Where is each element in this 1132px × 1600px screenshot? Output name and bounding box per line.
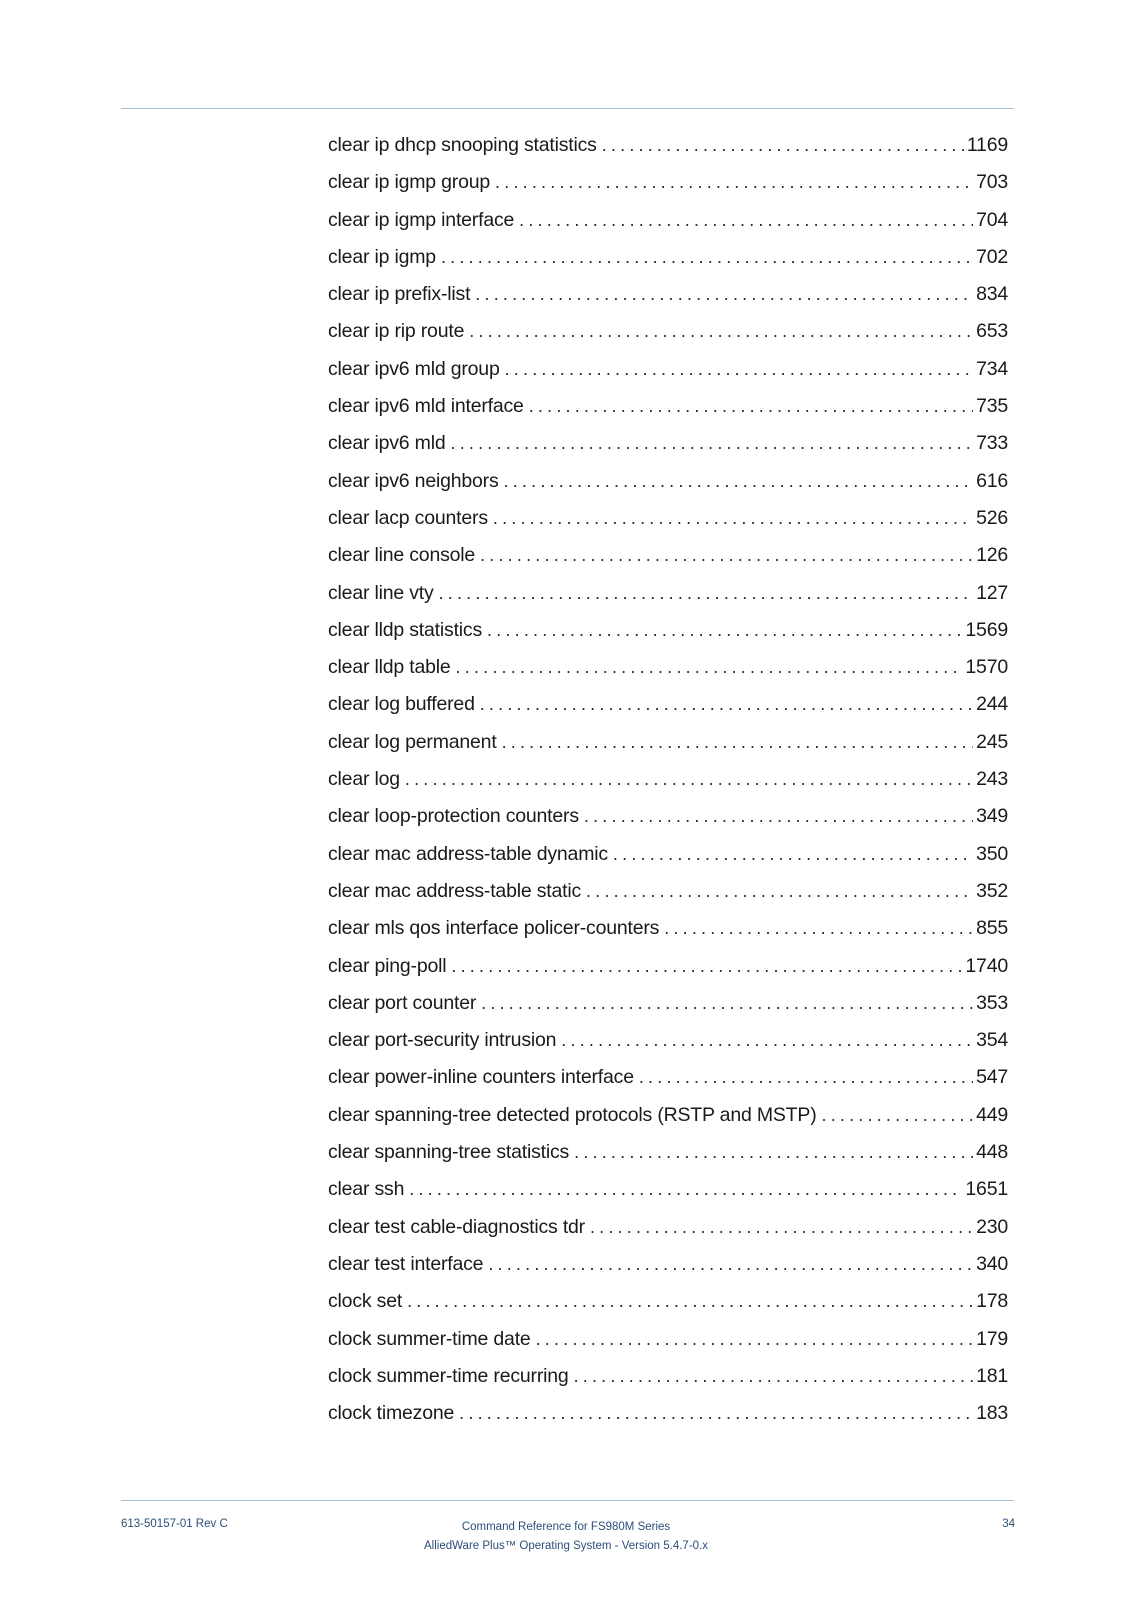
index-entry-title: clear ip igmp bbox=[328, 245, 436, 268]
index-entry-title: clear ssh bbox=[328, 1178, 405, 1201]
index-entry-title: clear log bbox=[328, 768, 400, 791]
index-entry[interactable] bbox=[328, 768, 1008, 805]
index-entry[interactable] bbox=[328, 955, 1008, 992]
index-entry[interactable] bbox=[328, 432, 1008, 469]
index-entry-page: 245 bbox=[976, 730, 1008, 753]
dot-leader bbox=[561, 1030, 973, 1051]
index-entry-page: 704 bbox=[976, 208, 1008, 231]
dot-leader bbox=[505, 359, 973, 380]
index-entry[interactable] bbox=[328, 619, 1008, 656]
index-entry-page: 703 bbox=[976, 171, 1008, 194]
index-entry[interactable] bbox=[328, 209, 1008, 246]
index-entry-title: clear ip prefix-list bbox=[328, 283, 471, 306]
dot-leader bbox=[639, 1067, 973, 1088]
dot-leader bbox=[441, 247, 973, 268]
dot-leader bbox=[664, 918, 973, 939]
index-entry-page: 1740 bbox=[965, 954, 1008, 977]
index-entry[interactable] bbox=[328, 1290, 1008, 1327]
index-entry-page: 127 bbox=[976, 581, 1008, 604]
index-entry-page: 449 bbox=[976, 1103, 1008, 1126]
dot-leader bbox=[480, 694, 973, 715]
index-entry[interactable] bbox=[328, 917, 1008, 954]
dot-leader bbox=[536, 1329, 973, 1350]
index-entry-page: 244 bbox=[976, 693, 1008, 716]
index-entry-page: 181 bbox=[976, 1364, 1008, 1387]
index-entry[interactable] bbox=[328, 992, 1008, 1029]
index-entry-title: clear mac address-table static bbox=[328, 879, 582, 902]
index-entry[interactable] bbox=[328, 1253, 1008, 1290]
index-entry-page: 126 bbox=[976, 544, 1008, 567]
dot-leader bbox=[584, 806, 973, 827]
footer-title-line1: Command Reference for FS980M Series bbox=[461, 1521, 671, 1533]
index-entry-page: 183 bbox=[976, 1402, 1008, 1425]
index-entry-page: 350 bbox=[976, 842, 1008, 865]
index-entry-page: 243 bbox=[976, 768, 1008, 791]
index-entry-page: 230 bbox=[976, 1215, 1008, 1238]
index-entry-page: 734 bbox=[976, 357, 1008, 380]
dot-leader bbox=[487, 620, 962, 641]
index-entry[interactable] bbox=[328, 320, 1008, 357]
index-entry-title: clear ip rip route bbox=[328, 320, 465, 343]
index-entry-title: clock summer-time date bbox=[328, 1327, 531, 1350]
dot-leader bbox=[504, 471, 974, 492]
dot-leader bbox=[519, 210, 973, 231]
index-entry-title: clear test interface bbox=[328, 1252, 484, 1275]
dot-leader bbox=[574, 1142, 973, 1163]
dot-leader bbox=[439, 583, 973, 604]
index-entry-page: 178 bbox=[976, 1290, 1008, 1313]
index-entry-title: clear ipv6 mld interface bbox=[328, 395, 524, 418]
dot-leader bbox=[590, 1217, 973, 1238]
index-entry[interactable] bbox=[328, 1029, 1008, 1066]
index-entry-title: clear test cable-diagnostics tdr bbox=[328, 1215, 585, 1238]
index-entry[interactable] bbox=[328, 358, 1008, 395]
dot-leader bbox=[822, 1105, 974, 1126]
header-rule bbox=[121, 108, 1014, 109]
index-entry-page: 354 bbox=[976, 1029, 1008, 1052]
index-entry-title: clock timezone bbox=[328, 1402, 455, 1425]
index-entry-title: clear ipv6 mld group bbox=[328, 357, 500, 380]
index-entry-title: clear spanning-tree statistics bbox=[328, 1141, 570, 1164]
dot-leader bbox=[481, 993, 973, 1014]
index-entry-page: 448 bbox=[976, 1141, 1008, 1164]
index-entry-title: clear ip igmp group bbox=[328, 171, 491, 194]
dot-leader bbox=[574, 1366, 974, 1387]
index-entry-page: 735 bbox=[976, 395, 1008, 418]
footer-doc-number: 613-50157-01 Rev C bbox=[121, 1518, 228, 1530]
index-entry-title: clear line vty bbox=[328, 581, 434, 604]
index-entry-page: 1569 bbox=[965, 618, 1008, 641]
index-entry[interactable] bbox=[328, 1328, 1008, 1365]
index-entry-title: clear loop-protection counters bbox=[328, 805, 579, 828]
index-entry-title: clear spanning-tree detected protocols (RSTP and MSTP) bbox=[328, 1103, 817, 1126]
index-entry[interactable] bbox=[328, 507, 1008, 544]
index-entry[interactable] bbox=[328, 544, 1008, 581]
index-entry-title: clear power-inline counters interface bbox=[328, 1066, 634, 1089]
index-entry[interactable] bbox=[328, 470, 1008, 507]
dot-leader bbox=[502, 732, 974, 753]
dot-leader bbox=[409, 1179, 962, 1200]
index-entry-title: clear log buffered bbox=[328, 693, 475, 716]
dot-leader bbox=[456, 657, 963, 678]
index-entry-page: 340 bbox=[976, 1252, 1008, 1275]
footer-title-line2: AlliedWare Plus™ Operating System - Version 5.4.7-0.x bbox=[424, 1540, 708, 1552]
dot-leader bbox=[459, 1403, 973, 1424]
index-entry[interactable] bbox=[328, 283, 1008, 320]
index-entry-page: 353 bbox=[976, 991, 1008, 1014]
index-entry-title: clear ip dhcp snooping statistics bbox=[328, 134, 597, 156]
index-entry-title: clear ping-poll bbox=[328, 954, 447, 977]
index-entry[interactable] bbox=[328, 693, 1008, 730]
index-entry[interactable] bbox=[328, 246, 1008, 283]
index-entry-page: 855 bbox=[976, 917, 1008, 940]
index-entry-page: 1169 bbox=[966, 134, 1008, 156]
index-entry[interactable] bbox=[328, 1141, 1008, 1178]
index-entry-page: 653 bbox=[976, 320, 1008, 343]
index-entry-title: clear lacp counters bbox=[328, 506, 488, 529]
index-entry-title: clock summer-time recurring bbox=[328, 1364, 569, 1387]
index-entry-title: clear log permanent bbox=[328, 730, 497, 753]
index-entry-page: 179 bbox=[976, 1327, 1008, 1350]
index-list bbox=[328, 134, 1008, 1439]
index-entry-title: clear ipv6 mld bbox=[328, 432, 446, 455]
index-entry-title: clear line console bbox=[328, 544, 476, 567]
footer-rule bbox=[121, 1500, 1014, 1501]
index-entry[interactable] bbox=[328, 1178, 1008, 1215]
dot-leader bbox=[586, 881, 973, 902]
dot-leader bbox=[602, 135, 964, 156]
index-entry-page: 702 bbox=[976, 245, 1008, 268]
index-entry-title: clear mac address-table dynamic bbox=[328, 842, 608, 865]
index-entry[interactable] bbox=[328, 134, 1008, 171]
index-entry[interactable] bbox=[328, 843, 1008, 880]
index-entry[interactable] bbox=[328, 880, 1008, 917]
dot-leader bbox=[495, 172, 973, 193]
index-entry-title: clock set bbox=[328, 1290, 403, 1313]
dot-leader bbox=[488, 1254, 973, 1275]
index-entry-page: 616 bbox=[976, 469, 1008, 492]
footer-doc-title bbox=[0, 1518, 1132, 1556]
dot-leader bbox=[475, 284, 973, 305]
index-entry-title: clear ipv6 neighbors bbox=[328, 469, 499, 492]
index-entry-title: clear lldp statistics bbox=[328, 618, 483, 641]
index-entry[interactable] bbox=[328, 1402, 1008, 1439]
dot-leader bbox=[451, 433, 974, 454]
index-entry-page: 352 bbox=[976, 879, 1008, 902]
index-entry[interactable] bbox=[328, 171, 1008, 208]
index-entry-title: clear port counter bbox=[328, 991, 477, 1014]
dot-leader bbox=[529, 396, 973, 417]
index-entry[interactable] bbox=[328, 1066, 1008, 1103]
index-entry-title: clear ip igmp interface bbox=[328, 208, 515, 231]
dot-leader bbox=[407, 1291, 973, 1312]
index-entry[interactable] bbox=[328, 395, 1008, 432]
index-entry-title: clear lldp table bbox=[328, 656, 451, 679]
dot-leader bbox=[480, 545, 973, 566]
dot-leader bbox=[493, 508, 973, 529]
index-entry-page: 547 bbox=[976, 1066, 1008, 1089]
index-entry[interactable] bbox=[328, 1216, 1008, 1253]
index-entry[interactable] bbox=[328, 656, 1008, 693]
index-entry-page: 1570 bbox=[965, 656, 1008, 679]
index-entry[interactable] bbox=[328, 1104, 1008, 1141]
index-entry[interactable] bbox=[328, 582, 1008, 619]
dot-leader bbox=[469, 321, 973, 342]
index-entry-title: clear port-security intrusion bbox=[328, 1029, 557, 1052]
index-entry[interactable] bbox=[328, 731, 1008, 768]
dot-leader bbox=[613, 844, 973, 865]
index-entry-page: 526 bbox=[976, 506, 1008, 529]
index-entry[interactable] bbox=[328, 805, 1008, 842]
index-entry-title: clear mls qos interface policer-counters bbox=[328, 917, 660, 940]
index-entry-page: 1651 bbox=[965, 1178, 1008, 1201]
dot-leader bbox=[405, 769, 973, 790]
index-entry[interactable] bbox=[328, 1365, 1008, 1402]
index-entry-page: 834 bbox=[976, 283, 1008, 306]
footer-page-number: 34 bbox=[1002, 1518, 1015, 1530]
dot-leader bbox=[451, 956, 962, 977]
index-entry-page: 733 bbox=[976, 432, 1008, 455]
index-entry-page: 349 bbox=[976, 805, 1008, 828]
